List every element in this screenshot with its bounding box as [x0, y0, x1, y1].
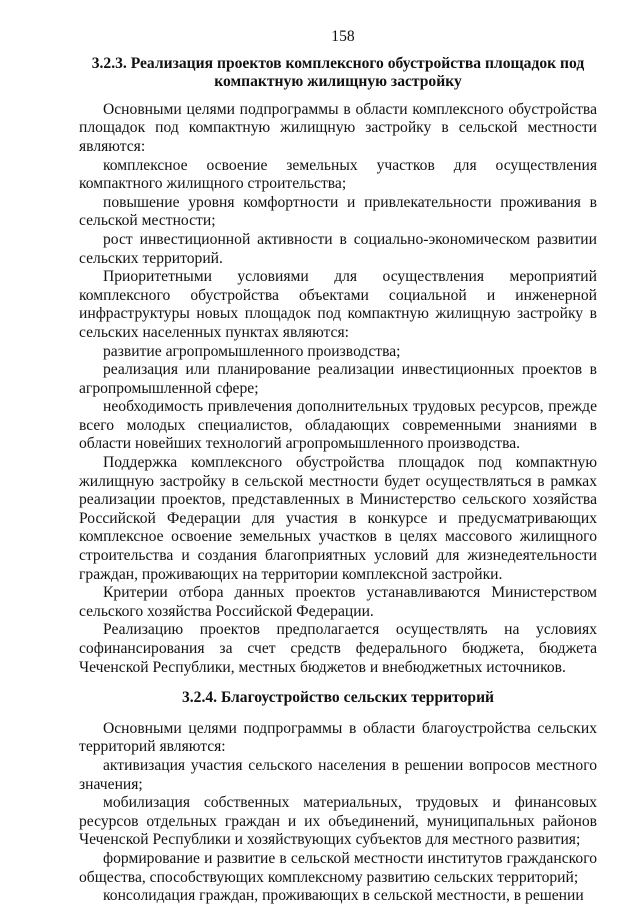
list-item: реализация или планирование реализации инвестиционных проектов в агропромышленной сфере; — [79, 361, 597, 397]
paragraph: Основными целями подпрограммы в области комплексного обустройства площадок под компактную жилищную застройку в сельской местности являются: — [79, 100, 597, 155]
section-heading-3-2-3: 3.2.3. Реализация проектов комплексного обустройства площадок под компактную жилищную застройку — [91, 54, 585, 91]
paragraph: Поддержка комплексного обустройства площадок под компактную жилищную застройку в сельской местности будет осуществляться в рамках реализации проектов, представленных в Министерство сельского хозяйства Российской Федерации для участия в конкурсе и предусматривающих комплексное освоение земельных участков в целях массового жилищного строительства и создания благоприятных условий для жизнедеятельности граждан, проживающих на территории комплексной застройки. — [79, 454, 597, 583]
section-heading-3-2-4: 3.2.4. Благоустройство сельских территорий — [181, 689, 495, 707]
list-item: развитие агропромышленного производства; — [103, 342, 401, 360]
section-3-2-3-body — [79, 101, 597, 677]
paragraph: Реализацию проектов предполагается осуществлять на условиях софинансирования за счет средств федерального бюджета, бюджета Чеченской Республики, местных бюджетов и внебюджетных источников. — [79, 621, 597, 676]
paragraph: Приоритетными условиями для осуществления мероприятий комплексного обустройства объектами социальной и инженерной инфраструктуры новых площадок под компактную жилищную застройку в сельских населенных пунктах являются: — [79, 268, 597, 341]
list-item: формирование и развитие в сельской местности институтов гражданского общества, способствующих комплексному развитию сельских территорий; — [79, 849, 597, 886]
section-3-2-4-body — [79, 720, 597, 906]
list-item: активизация участия сельского населения в решении вопросов местного значения; — [79, 756, 597, 793]
page-number: 158 — [331, 28, 355, 45]
list-item: комплексное освоение земельных участков для осуществления компактного жилищного строительства; — [79, 156, 597, 193]
paragraph: Основными целями подпрограммы в области благоустройства сельских территорий являются: — [79, 719, 597, 756]
list-item: рост инвестиционной активности в социально-экономическом развитии сельских территорий. — [79, 230, 597, 267]
list-item: мобилизация собственных материальных, трудовых и финансовых ресурсов отдельных граждан и их объединений, муниципальных районов Чеченской Республики и хозяйствующих субъектов для местного развития; — [79, 794, 597, 849]
paragraph: Критерии отбора данных проектов устанавливаются Министерством сельского хозяйства Российской Федерации. — [79, 584, 597, 620]
list-item: повышение уровня комфортности и привлекательности проживания в сельской местности; — [79, 193, 597, 230]
list-item: необходимость привлечения дополнительных трудовых ресурсов, прежде всего молодых специалистов, обладающих современными знаниями в области новейших технологий агропромышленного производства. — [79, 398, 597, 453]
list-item: консолидация граждан, проживающих в сельской местности, в решении — [103, 887, 584, 905]
